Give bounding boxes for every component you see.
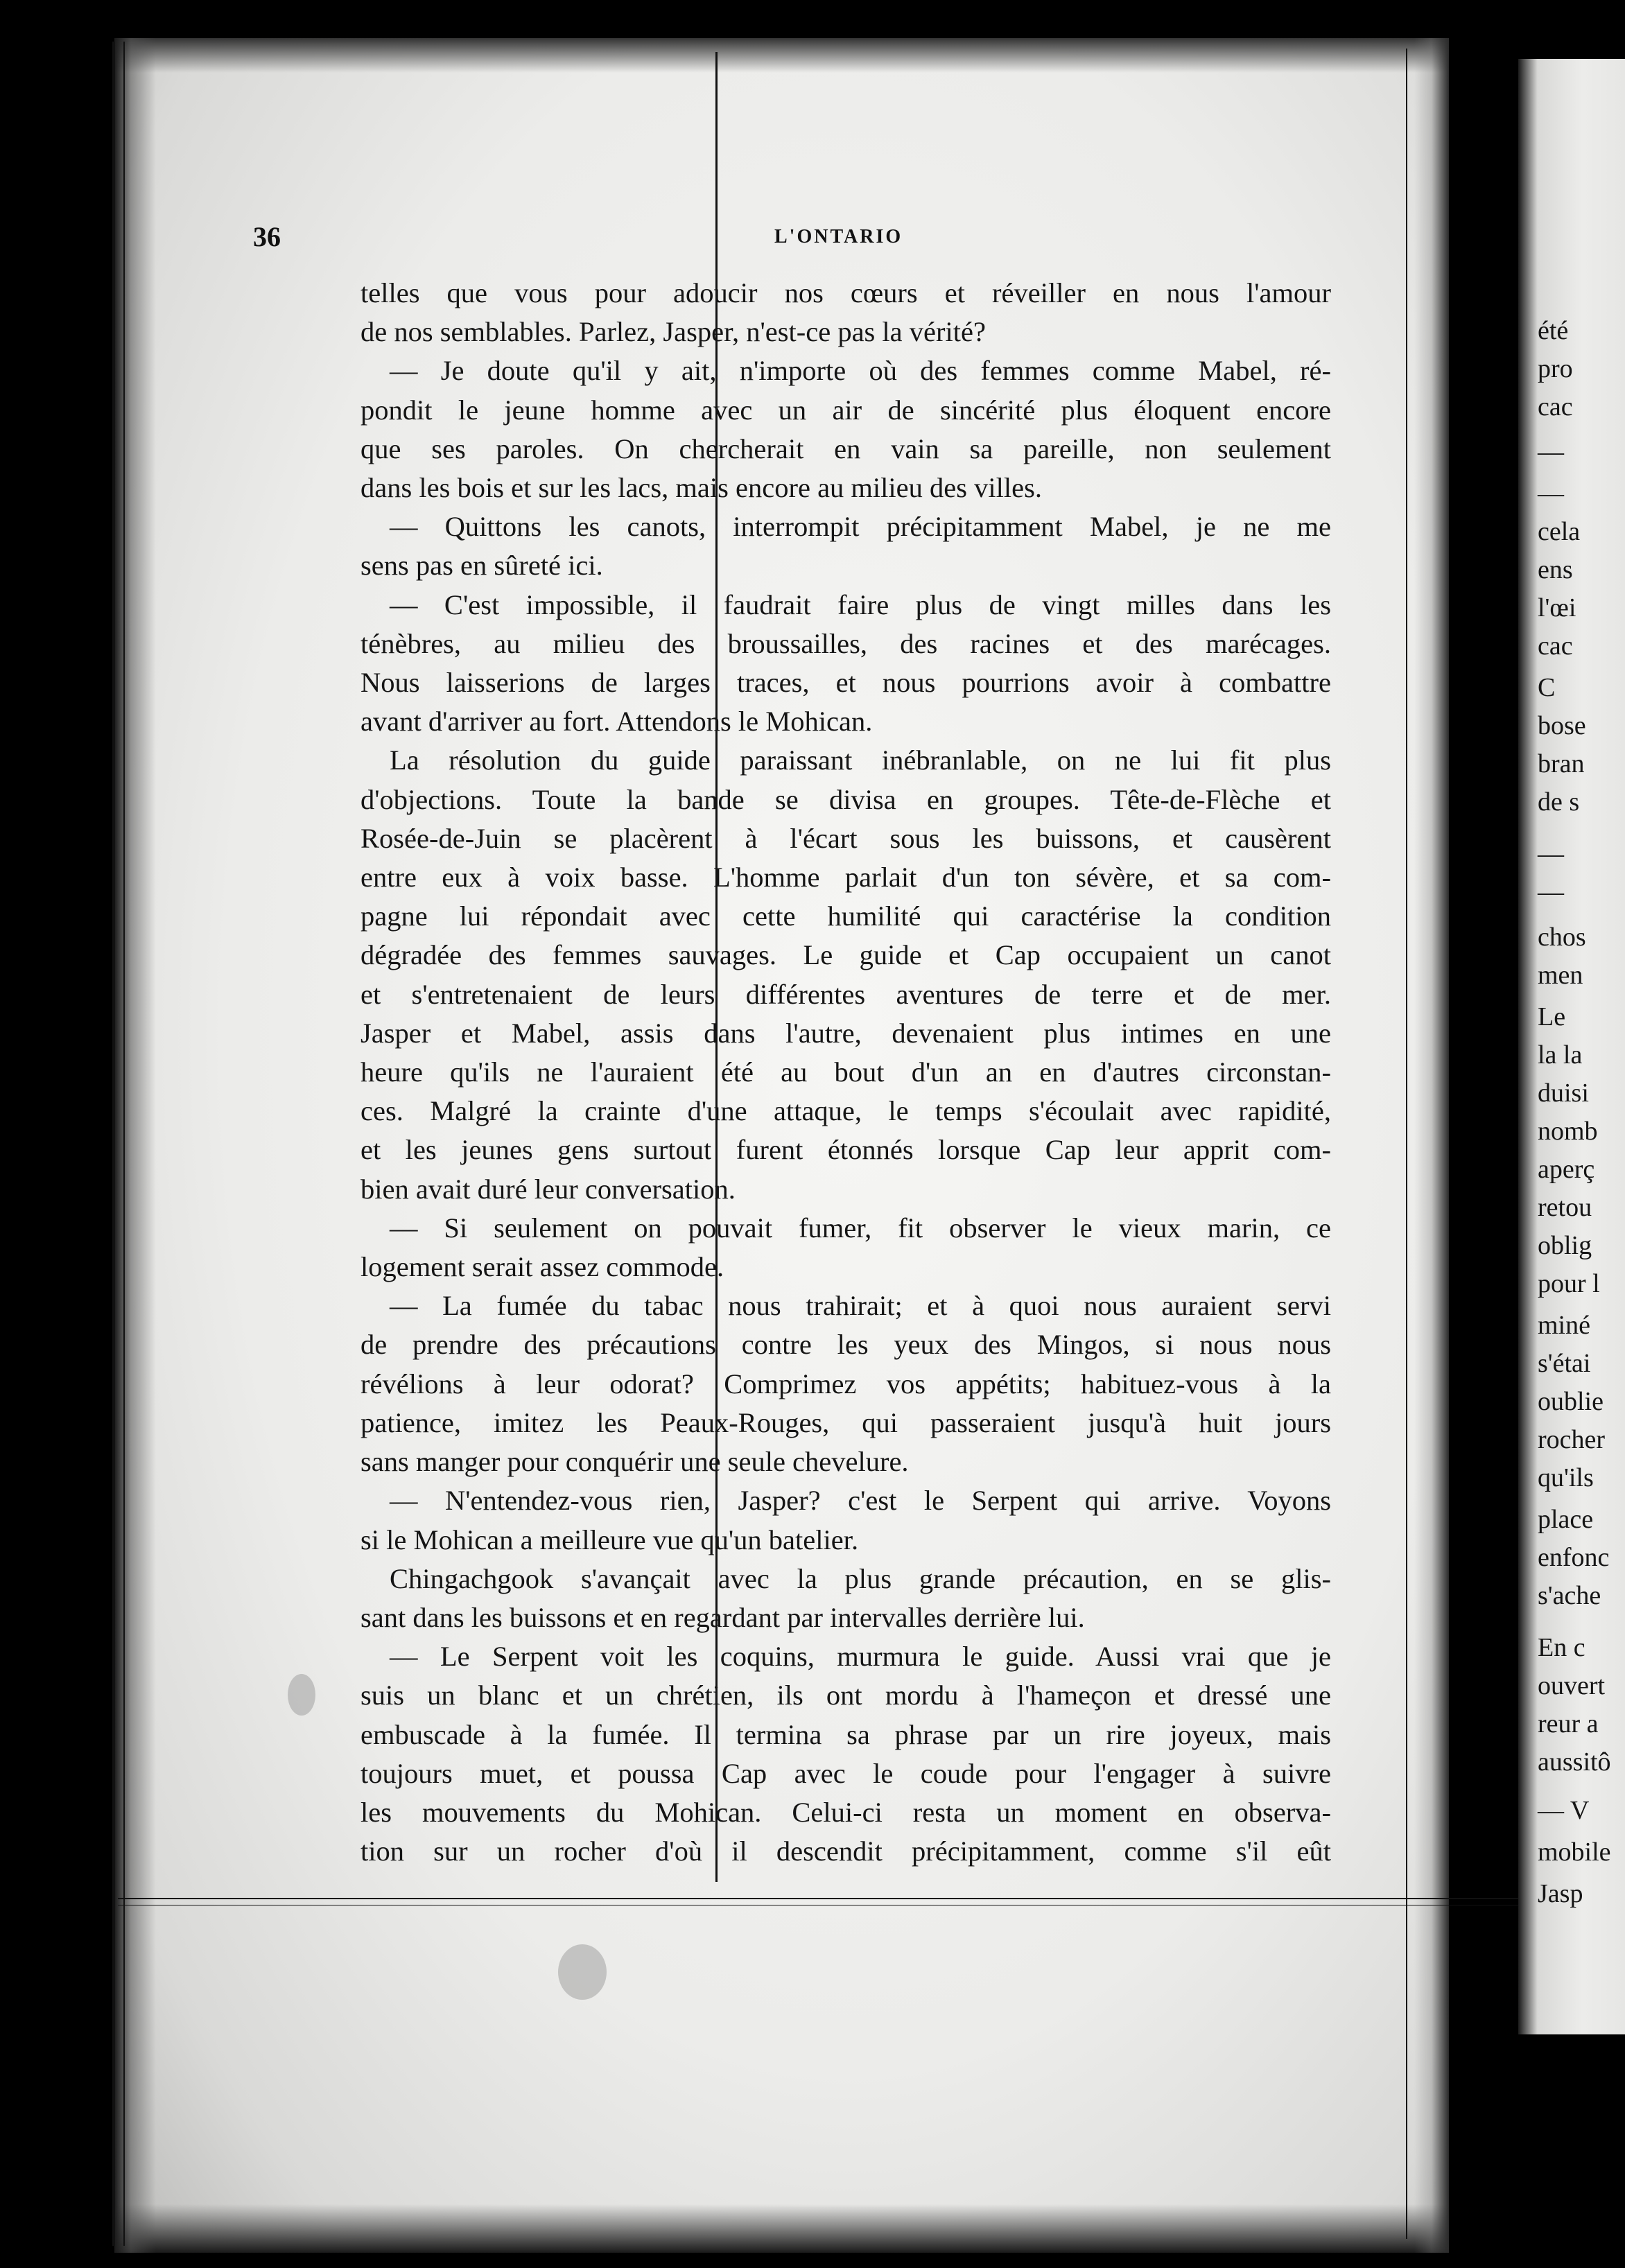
adjacent-page-line: C — [1538, 673, 1556, 702]
adjacent-page-line: mobile — [1538, 1838, 1611, 1867]
adjacent-page-line: enfonc — [1538, 1543, 1610, 1572]
adjacent-page-line: été — [1538, 316, 1569, 345]
text-line: — Je doute qu'il y ait, n'importe où des femmes comme Mabel, ré- — [390, 355, 1331, 387]
adjacent-page-line: rocher — [1538, 1425, 1606, 1454]
text-line: entre eux à voix basse. L'homme parlait d'un ton sévère, et sa com- — [360, 862, 1331, 893]
text-line: les mouvements du Mohican. Celui-ci resta un moment en observa- — [360, 1796, 1331, 1828]
text-line: pagne lui répondait avec cette humilité qui caractérise la condition — [360, 900, 1331, 932]
text-line: toujours muet, et poussa Cap avec le coude pour l'engager à suivre — [360, 1757, 1331, 1789]
running-title: L'ONTARIO — [774, 226, 903, 247]
adjacent-page-line: — — [1538, 839, 1564, 869]
page-shadow-top — [114, 38, 1449, 73]
text-line: sant dans les buissons et en regardant par intervalles derrière lui. — [360, 1601, 1085, 1633]
text-line: pondit le jeune homme avec un air de sincérité plus éloquent encore — [360, 394, 1331, 426]
adjacent-page-line: place — [1538, 1505, 1594, 1534]
adjacent-page-line: cac — [1538, 631, 1573, 661]
text-line: Nous laisserions de larges traces, et nous pourrions avoir à combattre — [360, 667, 1331, 699]
adjacent-page-line: Jasp — [1538, 1879, 1583, 1908]
adjacent-page-line: oublie — [1538, 1387, 1604, 1416]
text-line: de nos semblables. Parlez, Jasper, n'est-ce pas la vérité? — [360, 316, 986, 348]
text-line: Rosée-de-Juin se placèrent à l'écart sous les buissons, et causèrent — [360, 822, 1331, 854]
text-line: telles que vous pour adoucir nos cœurs et réveiller en nous l'amour — [360, 277, 1331, 308]
text-line: — La fumée du tabac nous trahirait; et à quoi nous auraient servi — [390, 1290, 1331, 1322]
text-line: Chingachgook s'avançait avec la plus grande précaution, en se glis- — [390, 1562, 1331, 1594]
page-shadow-bottom — [114, 2204, 1449, 2253]
adjacent-page-line: duisi — [1538, 1079, 1589, 1108]
ink-smudge — [288, 1674, 315, 1716]
adjacent-page-line: Le — [1538, 1002, 1566, 1031]
text-line: ténèbres, au milieu des broussailles, des racines et des marécages. — [360, 627, 1331, 659]
body-text — [360, 274, 1331, 1871]
text-line: Jasper et Mabel, assis dans l'autre, devenaient plus intimes en une — [360, 1017, 1331, 1049]
text-line: bien avait duré leur conversation. — [360, 1173, 736, 1205]
adjacent-page-line: — — [1538, 479, 1564, 508]
adjacent-page-line: pro — [1538, 354, 1573, 383]
page-number: 36 — [253, 221, 281, 252]
binding-line — [112, 42, 115, 2246]
adjacent-page-line: bran — [1538, 749, 1585, 778]
page-shadow-right — [1414, 38, 1449, 2253]
text-line: ces. Malgré la crainte d'une attaque, le temps s'écoulait avec rapidité, — [360, 1095, 1331, 1127]
text-line: La résolution du guide paraissant inébranlable, on ne lui fit plus — [390, 744, 1331, 776]
text-line: tion sur un rocher d'où il descendit précipitamment, comme s'il eût — [360, 1835, 1331, 1867]
adjacent-page-line: l'œi — [1538, 593, 1576, 622]
adjacent-page-line: la la — [1538, 1040, 1583, 1070]
adjacent-page-line: chos — [1538, 923, 1586, 952]
adjacent-page-line: retou — [1538, 1193, 1592, 1222]
adjacent-page-line: cac — [1538, 392, 1573, 421]
adjacent-page-line: reur a — [1538, 1709, 1599, 1738]
page-header — [253, 220, 1324, 255]
adjacent-page-line: aussitô — [1538, 1747, 1611, 1777]
page-shadow-left — [114, 38, 156, 2253]
text-line: suis un blanc et un chrétien, ils ont mordu à l'hameçon et dressé une — [360, 1680, 1331, 1711]
text-line: d'objections. Toute la bande se divisa en groupes. Tête-de-Flèche et — [360, 783, 1331, 815]
adjacent-page-line: men — [1538, 961, 1583, 990]
adjacent-page-line: — V — [1538, 1796, 1590, 1825]
text-line: sans manger pour conquérir une seule chevelure. — [360, 1446, 909, 1478]
scan-line — [118, 1898, 1625, 1899]
binding-line — [123, 42, 125, 2246]
text-line: et les jeunes gens surtout furent étonnés lorsque Cap leur apprit com- — [360, 1134, 1331, 1166]
adjacent-page-line: ouvert — [1538, 1671, 1606, 1700]
text-line: — Quittons les canots, interrompit précipitamment Mabel, je ne me — [390, 511, 1331, 543]
scan-fold-line — [1406, 49, 1407, 2239]
adjacent-page-line: aperç — [1538, 1155, 1595, 1184]
text-line: — N'entendez-vous rien, Jasper? c'est le Serpent qui arrive. Voyons — [390, 1485, 1331, 1517]
adjacent-page-line: miné — [1538, 1311, 1590, 1340]
adjacent-page-line: de s — [1538, 787, 1580, 817]
text-line: de prendre des précautions contre les yeux des Mingos, si nous nous — [360, 1329, 1331, 1361]
text-line: embuscade à la fumée. Il termina sa phrase par un rire joyeux, mais — [360, 1718, 1331, 1750]
text-line: sens pas en sûreté ici. — [360, 550, 603, 582]
text-line: — Le Serpent voit les coquins, murmura le guide. Aussi vrai que je — [390, 1641, 1331, 1673]
adjacent-page-line: oblig — [1538, 1231, 1592, 1260]
text-line: révélions à leur odorat? Comprimez vos appétits; habituez-vous à la — [360, 1368, 1331, 1399]
text-line: avant d'arriver au fort. Attendons le Mohican. — [360, 706, 873, 738]
adjacent-page-line: pour l — [1538, 1269, 1600, 1298]
text-line: que ses paroles. On chercherait en vain sa pareille, non seulement — [360, 433, 1331, 464]
adjacent-page-line: nomb — [1538, 1117, 1598, 1146]
adjacent-page-line: s'ache — [1538, 1581, 1601, 1610]
adjacent-page-line: bose — [1538, 711, 1586, 740]
adjacent-page-line: s'étai — [1538, 1349, 1591, 1378]
adjacent-page-line: qu'ils — [1538, 1463, 1594, 1492]
adjacent-page-line: cela — [1538, 517, 1581, 546]
adjacent-page-line: — — [1538, 878, 1564, 907]
text-line: dans les bois et sur les lacs, mais encore au milieu des villes. — [360, 472, 1043, 504]
text-line: et s'entretenaient de leurs différentes aventures de terre et de mer. — [360, 978, 1331, 1010]
ink-smudge — [558, 1944, 607, 2000]
text-line: si le Mohican a meilleure vue qu'un batelier. — [360, 1524, 859, 1555]
adjacent-page-line: — — [1538, 437, 1564, 466]
text-line: patience, imitez les Peaux-Rouges, qui passeraient jusqu'à huit jours — [360, 1406, 1331, 1438]
adjacent-page-line: En c — [1538, 1633, 1585, 1662]
text-line: — C'est impossible, il faudrait faire plus de vingt milles dans les — [390, 588, 1331, 620]
text-line: logement serait assez commode. — [360, 1251, 724, 1283]
text-line: — Si seulement on pouvait fumer, fit observer le vieux marin, ce — [390, 1212, 1331, 1244]
text-line: dégradée des femmes sauvages. Le guide et Cap occupaient un canot — [360, 939, 1331, 971]
adjacent-page-line: ens — [1538, 555, 1573, 584]
text-line: heure qu'ils ne l'auraient été au bout d'un an en d'autres circonstan- — [360, 1056, 1331, 1088]
